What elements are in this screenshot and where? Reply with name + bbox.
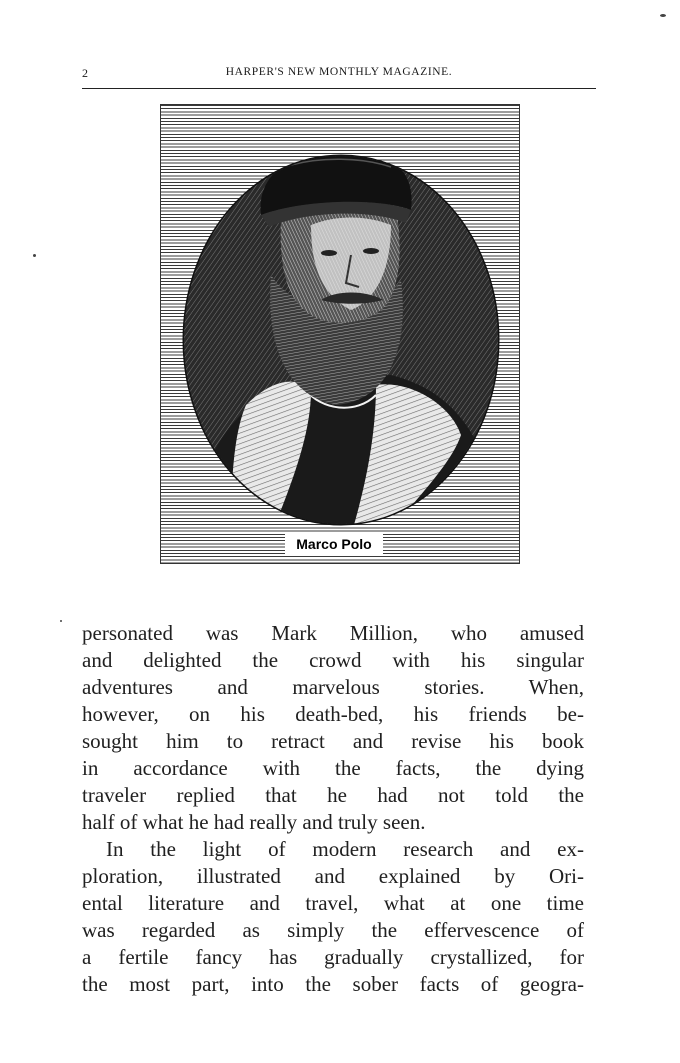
text-line: ental literature and travel, what at one time — [82, 891, 584, 915]
page-number: 2 — [82, 66, 89, 80]
scan-speck — [33, 254, 36, 257]
running-head: HARPER'S NEW MONTHLY MAGAZINE. — [225, 66, 453, 78]
text-line: sought him to retract and revise his book — [82, 729, 584, 753]
text-line: however, on his death-bed, his friends be- — [82, 702, 584, 726]
text-line: was regarded as simply the effervescence of — [82, 918, 584, 942]
scan-speck — [60, 620, 62, 622]
body-text — [82, 620, 584, 998]
text-line: and delighted the crowd with his singular — [82, 648, 584, 672]
portrait-figure — [160, 104, 520, 564]
engraved-portrait-icon — [161, 105, 519, 563]
figure-caption: Marco Polo — [285, 533, 383, 555]
scan-speck — [660, 14, 666, 17]
text-line: traveler replied that he had not told the — [82, 783, 584, 807]
text-line: the most part, into the sober facts of geogra- — [82, 972, 584, 996]
text-line: ploration, illustrated and explained by Ori- — [82, 864, 584, 888]
text-line: adventures and marvelous stories. When, — [82, 675, 584, 699]
text-line: a fertile fancy has gradually crystallized, for — [82, 945, 584, 969]
page-header — [82, 66, 596, 88]
text-line: in accordance with the facts, the dying — [82, 756, 584, 780]
text-line: half of what he had really and truly seen. — [82, 810, 426, 834]
text-line: In the light of modern research and ex- — [106, 837, 584, 861]
text-line: personated was Mark Million, who amused — [82, 621, 584, 645]
header-rule — [82, 88, 596, 89]
